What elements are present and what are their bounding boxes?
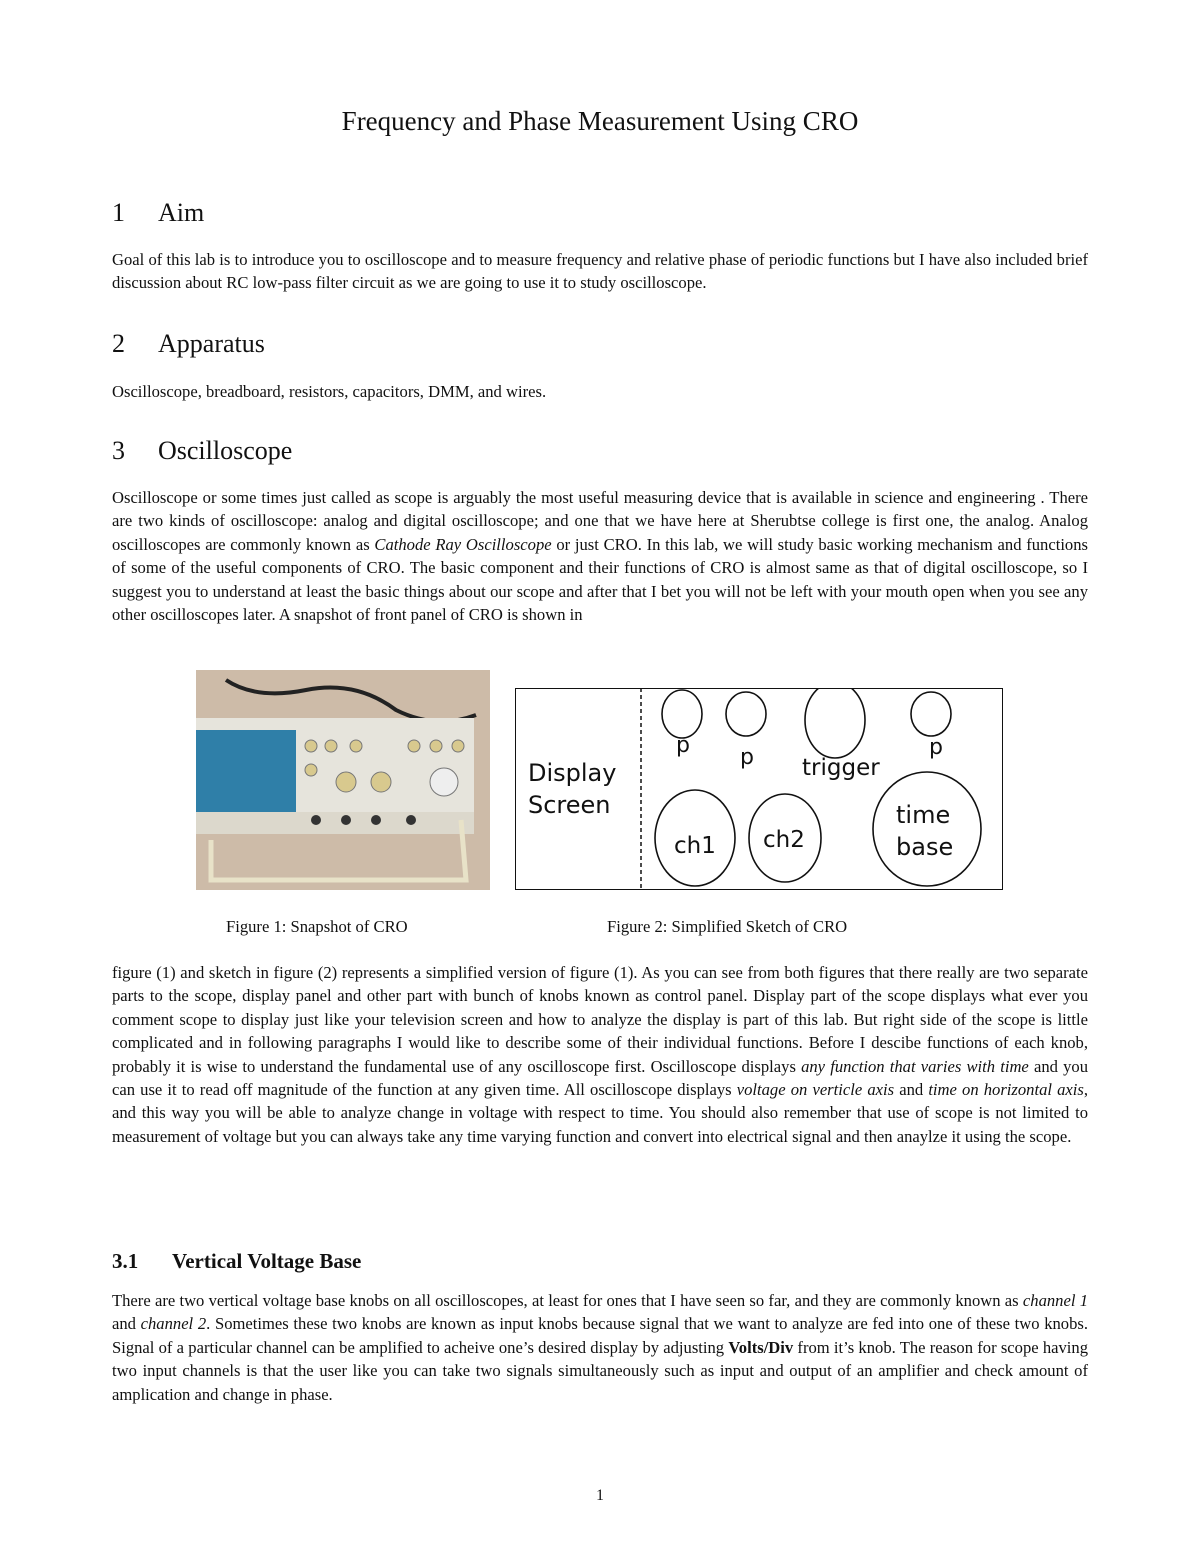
section-heading-apparatus bbox=[112, 329, 265, 359]
section-title: Oscilloscope bbox=[158, 436, 293, 465]
section-heading-aim bbox=[112, 198, 204, 228]
text-segment: figure (1) and sketch in figure (2) represents a simplified version of figure (1). As you can see from both figures that there really are two separate parts to the scope, display panel and other part with bunch of knobs known as control panel. Display part of the scope displays what ever you comment scope to display just like your television screen and how to analyze the display is part of this lab. But right side of the scope is little complicated and in following paragraphs I would like to describe some of their individual functions. Before I descibe functions of each knob, probably it is wise to understand the fundamental use of any oscilloscope first. Oscilloscope displays bbox=[112, 963, 1088, 1076]
paragraph-oscilloscope-figures bbox=[112, 961, 1088, 1148]
section-number: 1 bbox=[112, 198, 125, 227]
text-segment: Oscilloscope or some times just called as scope is arguably the most useful measuring device that is available in science and engineering . There are two kinds of oscilloscope: analog and digital oscilloscope; and one that we have here at Sherubtse college is first one, the analog. Analog oscilloscopes are commonly known as bbox=[112, 488, 1088, 554]
emphasized-text: channel 2 bbox=[140, 1314, 207, 1334]
figure-1-cro-photo bbox=[196, 670, 490, 890]
sketch-label-trigger: trigger bbox=[802, 755, 880, 781]
subsection-heading-vertical-voltage-base bbox=[112, 1249, 361, 1274]
sketch-label-ch2: ch2 bbox=[763, 827, 805, 853]
sketch-label-display: Display bbox=[528, 759, 617, 787]
text-segment: There are two vertical voltage base knobs on all oscilloscopes, at least for ones that I have seen so far, and they are commonly known as bbox=[112, 1291, 1023, 1310]
text-segment: , and this way you will be able to analyze change in voltage with respect to time. You should also remember that use of scope is not limited to measurement of voltage but you can always take any time varying function and convert into electrical signal and then anaylze it using the scope. bbox=[112, 1080, 1088, 1146]
paragraph-vertical-voltage-base bbox=[112, 1289, 1088, 1406]
emphasized-text: channel 1 bbox=[1022, 1291, 1088, 1310]
section-heading-oscilloscope bbox=[112, 436, 292, 466]
text-segment: from it’s knob. The reason for scope having two input channels is that the user like you can take two signals simultaneously such as input and output of an amplifier and check amount of amplication and change in phase. bbox=[112, 1337, 1088, 1404]
text-segment: Goal of this lab is to introduce you to oscilloscope and to measure frequency and relative phase of periodic functions but I have also included brief discussion about RC low-pass filter circuit as we are going to use it to study oscilloscope. bbox=[112, 250, 1088, 293]
text-segment: and you can use it to read off magnitude of the function at any given time. All oscilloscope displays bbox=[112, 1056, 1088, 1100]
sketch-label-screen: Screen bbox=[528, 791, 611, 819]
sketch-label-time: time bbox=[896, 801, 951, 829]
figure-1-caption: Figure 1: Snapshot of CRO bbox=[226, 917, 408, 936]
emphasized-text: any function that varies with time bbox=[801, 1056, 1029, 1076]
sketch-label-p1: p bbox=[676, 733, 690, 758]
figure-2-caption: Figure 2: Simplified Sketch of CRO bbox=[607, 917, 848, 936]
text-segment: and bbox=[894, 1080, 929, 1100]
emphasized-text: Cathode Ray Oscilloscope bbox=[374, 534, 552, 554]
paper-title: Frequency and Phase Measurement Using CRO bbox=[341, 106, 859, 136]
sketch-label-p2: p bbox=[740, 745, 754, 770]
bold-text: Volts/Div bbox=[728, 1337, 794, 1357]
figure-2-cro-sketch bbox=[515, 688, 1003, 890]
page-number: 1 bbox=[596, 1487, 604, 1504]
text-segment: . Sometimes these two knobs are known as input knobs because signal that we want to analyze are fed into one of these two knobs. Signal of a particular channel can be amplified to acheive one’s desired display by adjusting bbox=[112, 1314, 1088, 1357]
sketch-label-ch1: ch1 bbox=[674, 833, 716, 859]
text-segment: and bbox=[112, 1314, 141, 1334]
sketch-label-p3: p bbox=[929, 735, 943, 760]
paragraph-apparatus bbox=[112, 380, 1088, 403]
text-segment: Oscilloscope, breadboard, resistors, capacitors, DMM, and wires. bbox=[112, 382, 547, 401]
section-title: Apparatus bbox=[158, 329, 265, 358]
paragraph-aim bbox=[112, 248, 1088, 295]
section-number: 3.1 bbox=[112, 1249, 139, 1273]
section-number: 2 bbox=[112, 329, 125, 358]
emphasized-text: voltage on verticle axis bbox=[736, 1080, 895, 1100]
text-segment: or just CRO. In this lab, we will study basic working mechanism and functions of some of the useful components of CRO. The basic component and their functions of CRO is almost same as that of digital oscilloscope, so I suggest you to understand at least the basic things about our scope and after that I bet you will not be left with your mouth open when you see any other oscilloscopes later. A snapshot of front panel of CRO is shown in bbox=[112, 534, 1088, 625]
section-title: Aim bbox=[158, 198, 205, 227]
section-number: 3 bbox=[112, 436, 125, 465]
emphasized-text: time on horizontal axis bbox=[928, 1080, 1084, 1100]
section-title: Vertical Voltage Base bbox=[172, 1249, 362, 1273]
sketch-label-base: base bbox=[896, 833, 954, 861]
paragraph-oscilloscope-intro bbox=[112, 486, 1088, 626]
